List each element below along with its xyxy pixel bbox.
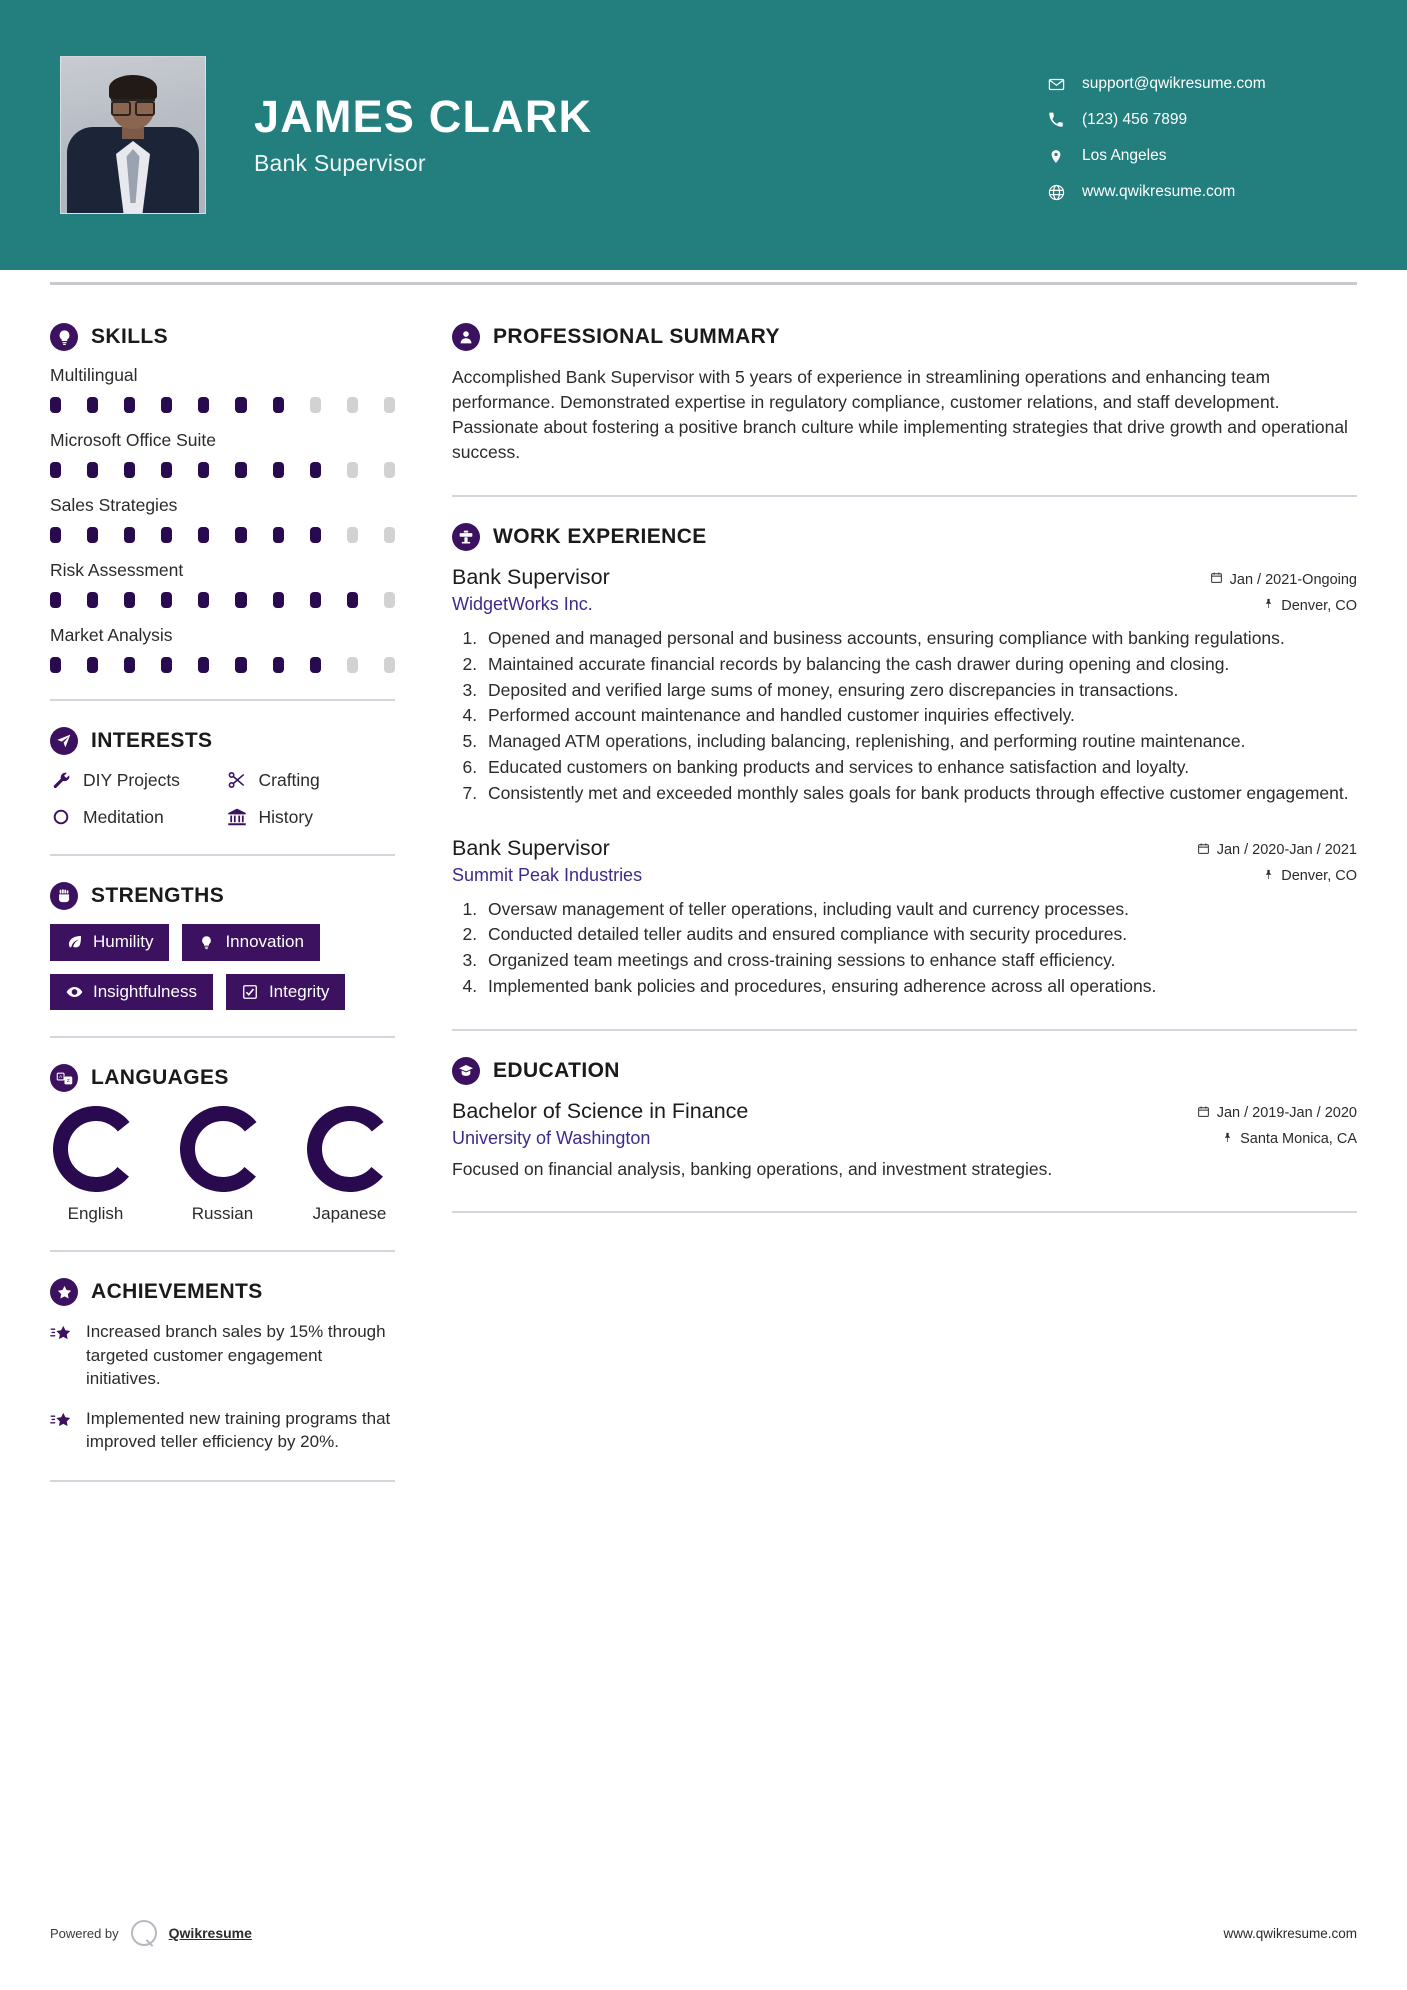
skill-level-meter (50, 397, 395, 413)
achievement-item (50, 1407, 395, 1454)
name-block (254, 93, 592, 176)
wrench-icon (50, 769, 72, 791)
job-bullet: 1. Opened and managed personal and business accounts, ensuring compliance with banking regulations. (482, 627, 1357, 651)
job-entry (452, 836, 1357, 999)
skill-dot-filled (273, 592, 284, 608)
language-label: Russian (191, 1204, 254, 1224)
job-location-text: Denver, CO (1281, 597, 1357, 614)
achievements-title: ACHIEVEMENTS (91, 1280, 263, 1304)
person-icon (452, 323, 480, 351)
interest-label: Meditation (83, 806, 164, 827)
envelope-icon (1047, 75, 1065, 93)
skill-dot-filled (50, 397, 61, 413)
circle-icon (50, 806, 72, 828)
skill-label: Multilingual (50, 365, 138, 385)
strengths-title: STRENGTHS (91, 884, 225, 907)
skill-dot-filled (87, 397, 98, 413)
museum-icon (226, 806, 248, 828)
sidebar-divider-4 (50, 1250, 395, 1252)
languages-list (50, 1106, 395, 1224)
skill-label: Sales Strategies (50, 495, 178, 515)
powered-by-label: Powered by (50, 1925, 119, 1941)
education-title: EDUCATION (493, 1058, 620, 1082)
job-company: Summit Peak Industries (452, 864, 643, 885)
location-pin-icon (1047, 147, 1065, 165)
interest-label: Crafting (258, 769, 320, 790)
fist-icon (50, 882, 78, 910)
language-item (50, 1106, 141, 1224)
education-list (452, 1099, 1357, 1182)
education-degree-row (452, 1099, 1357, 1124)
section-education (452, 1057, 1357, 1182)
candidate-name: JAMES CLARK (254, 91, 593, 143)
job-bullet: 4. Implemented bank policies and procedures, ensuring adherence across all operations. (482, 975, 1357, 999)
contact-website[interactable] (1047, 183, 1347, 201)
shooting-star-icon (50, 1410, 74, 1434)
interest-label: DIY Projects (83, 769, 180, 790)
svg-text:A: A (58, 1075, 62, 1081)
footer-url: www.qwikresume.com (1223, 1925, 1357, 1941)
interest-item (50, 806, 220, 828)
skill-dot-filled (235, 657, 246, 673)
skill-dot-filled (50, 462, 61, 478)
job-dates-text: Jan / 2020-Jan / 2021 (1216, 842, 1357, 859)
location-pin-icon (1222, 1131, 1233, 1148)
scissors-icon (226, 769, 248, 791)
svg-text:Z: Z (66, 1079, 70, 1085)
check-square-icon (242, 984, 259, 1001)
star-badge-icon (50, 1278, 78, 1306)
skill-dot-empty (310, 397, 321, 413)
main-column (405, 285, 1357, 1508)
briefcase-icon (452, 523, 480, 551)
contact-phone[interactable] (1047, 111, 1347, 129)
phone-icon (1047, 111, 1065, 129)
skill-dot-filled (87, 462, 98, 478)
profile-photo (60, 56, 206, 214)
job-title-row (452, 565, 1357, 590)
job-bullet: 3. Deposited and verified large sums of money, ensuring zero discrepancies in transactions. (482, 679, 1357, 703)
skill-dot-empty (384, 397, 395, 413)
education-school-row (452, 1128, 1357, 1149)
languages-title: LANGUAGES (91, 1066, 229, 1090)
experience-title: WORK EXPERIENCE (493, 525, 707, 549)
skill-dot-filled (161, 462, 172, 478)
skill-dot-filled (161, 657, 172, 673)
interest-item (226, 806, 396, 828)
section-achievements (50, 1278, 395, 1453)
education-dates-text: Jan / 2019-Jan / 2020 (1216, 1105, 1357, 1122)
contact-location (1047, 147, 1347, 165)
job-bullet: 4. Performed account maintenance and handled customer inquiries effectively. (482, 704, 1357, 728)
skill-dot-filled (50, 657, 61, 673)
achievements-heading (50, 1278, 395, 1306)
skill-dot-empty (384, 592, 395, 608)
achievement-text: Increased branch sales by 15% through targeted customer engagement initiatives. (86, 1322, 386, 1389)
strengths-heading (50, 882, 395, 910)
skills-title: SKILLS (91, 325, 169, 348)
interest-item (50, 769, 220, 791)
language-progress-ring (53, 1106, 139, 1192)
education-heading (452, 1057, 1357, 1085)
strength-label: Integrity (268, 981, 330, 1001)
job-dates-text: Jan / 2021-Ongoing (1229, 571, 1357, 588)
job-title: Bank Supervisor (452, 565, 610, 590)
job-title: Bank Supervisor (452, 835, 610, 860)
skill-label: Microsoft Office Suite (50, 430, 216, 450)
strength-chip (226, 974, 345, 1011)
interests-heading (50, 727, 395, 755)
location-pin-icon (1263, 597, 1274, 614)
eye-icon (66, 984, 83, 1001)
skill-dot-empty (384, 527, 395, 543)
section-skills (50, 323, 395, 673)
job-company: WidgetWorks Inc. (452, 594, 593, 615)
skill-item (50, 365, 395, 413)
location-pin-icon (1263, 868, 1274, 885)
lightbulb-icon (198, 934, 215, 951)
globe-icon (1047, 183, 1065, 201)
graduation-icon (452, 1057, 480, 1085)
achievement-text: Implemented new training programs that improved teller efficiency by 20%. (86, 1408, 391, 1452)
contact-list (1047, 69, 1347, 201)
skill-dot-empty (384, 657, 395, 673)
skill-dot-filled (273, 657, 284, 673)
skill-label: Risk Assessment (50, 560, 184, 580)
skill-item (50, 430, 395, 478)
skill-level-meter (50, 657, 395, 673)
candidate-role: Bank Supervisor (254, 149, 426, 176)
skill-dot-filled (124, 462, 135, 478)
strength-chip (50, 924, 169, 961)
language-label: Japanese (312, 1204, 387, 1224)
education-location (1222, 1131, 1357, 1148)
job-bullet: 1. Oversaw management of teller operations, including vault and currency processes. (482, 898, 1357, 922)
job-bullets (452, 627, 1357, 806)
jobs-list (452, 565, 1357, 999)
skill-item (50, 560, 395, 608)
main-divider-1 (452, 495, 1357, 497)
sidebar-divider-1 (50, 699, 395, 701)
skill-dot-empty (384, 462, 395, 478)
job-location (1263, 597, 1357, 614)
job-dates (1210, 571, 1357, 588)
leaf-icon (66, 934, 83, 951)
skill-dot-filled (310, 527, 321, 543)
main-divider-2 (452, 1029, 1357, 1031)
calendar-icon (1197, 1105, 1210, 1122)
skill-dot-filled (161, 397, 172, 413)
job-title-row (452, 836, 1357, 861)
sidebar-divider-3 (50, 1036, 395, 1038)
page-footer (50, 1920, 1357, 1946)
calendar-icon (1197, 842, 1210, 859)
education-location-text: Santa Monica, CA (1240, 1131, 1357, 1148)
sidebar-column (50, 285, 405, 1508)
skill-dot-filled (50, 527, 61, 543)
skill-dot-filled (198, 527, 209, 543)
interest-label: History (258, 806, 313, 827)
paper-plane-icon (50, 727, 78, 755)
education-school: University of Washington (452, 1127, 651, 1148)
skill-dot-filled (198, 462, 209, 478)
skill-level-meter (50, 527, 395, 543)
job-location (1263, 868, 1357, 885)
summary-heading (452, 323, 1357, 351)
job-bullet: 2. Conducted detailed teller audits and ensured compliance with security procedures. (482, 923, 1357, 947)
contact-website-text: www.qwikresume.com (1082, 183, 1236, 200)
interests-grid (50, 769, 395, 828)
skill-dot-filled (124, 397, 135, 413)
job-bullet: 6. Educated customers on banking products and services to enhance satisfaction and loyalty. (482, 756, 1357, 780)
strength-label: Insightfulness (93, 981, 197, 1001)
translate-icon (50, 1064, 78, 1092)
skill-dot-filled (50, 592, 61, 608)
job-dates (1197, 842, 1357, 859)
skills-heading (50, 323, 395, 351)
skill-dot-filled (310, 592, 321, 608)
language-progress-ring (180, 1106, 266, 1192)
skill-dot-filled (273, 527, 284, 543)
skill-dot-empty (347, 397, 358, 413)
skill-dot-filled (161, 527, 172, 543)
skill-dot-filled (198, 397, 209, 413)
section-work-experience (452, 523, 1357, 999)
skill-dot-filled (87, 657, 98, 673)
skills-list (50, 365, 395, 673)
strength-label: Innovation (225, 932, 304, 951)
skill-dot-filled (198, 592, 209, 608)
skill-dot-filled (198, 657, 209, 673)
calendar-icon (1210, 571, 1223, 588)
job-bullet: 5. Managed ATM operations, including balancing, replenishing, and performing routine maintenance. (482, 730, 1357, 754)
language-item (304, 1106, 395, 1224)
skill-dot-filled (235, 397, 246, 413)
section-interests (50, 727, 395, 828)
skill-dot-filled (310, 462, 321, 478)
education-dates (1197, 1105, 1357, 1122)
skill-item (50, 495, 395, 543)
achievements-list (50, 1320, 395, 1453)
sidebar-divider-2 (50, 854, 395, 856)
skill-dot-filled (124, 592, 135, 608)
strengths-chips (50, 924, 395, 1010)
language-label: English (67, 1204, 124, 1224)
skill-dot-empty (347, 657, 358, 673)
skill-level-meter (50, 462, 395, 478)
skill-dot-filled (235, 462, 246, 478)
job-bullet: 2. Maintained accurate financial records by balancing the cash drawer during opening and closing. (482, 653, 1357, 677)
skill-dot-filled (161, 592, 172, 608)
contact-location-text: Los Angeles (1082, 147, 1167, 164)
contact-email-text: support@qwikresume.com (1082, 75, 1266, 92)
strength-chip (50, 974, 213, 1011)
language-progress-ring (307, 1106, 393, 1192)
skill-dot-empty (347, 462, 358, 478)
skill-dot-filled (347, 592, 358, 608)
skill-dot-filled (273, 397, 284, 413)
education-degree: Bachelor of Science in Finance (452, 1098, 749, 1123)
powered-by (50, 1920, 252, 1946)
resume-body (0, 285, 1407, 1508)
skill-label: Market Analysis (50, 625, 173, 645)
skill-dot-filled (310, 657, 321, 673)
job-location-text: Denver, CO (1281, 868, 1357, 885)
shooting-star-icon (50, 1323, 74, 1347)
skill-dot-filled (235, 527, 246, 543)
education-description: Focused on financial analysis, banking operations, and investment strategies. (452, 1158, 1053, 1179)
achievement-item (50, 1320, 395, 1390)
contact-phone-text: (123) 456 7899 (1082, 111, 1188, 128)
summary-title: PROFESSIONAL SUMMARY (493, 325, 780, 348)
main-divider-3 (452, 1211, 1357, 1213)
skill-dot-filled (235, 592, 246, 608)
qwikresume-brand-link[interactable]: Qwikresume (168, 1925, 252, 1941)
job-entry (452, 565, 1357, 806)
job-bullets (452, 898, 1357, 999)
skill-dot-filled (87, 527, 98, 543)
skill-level-meter (50, 592, 395, 608)
sidebar-divider-5 (50, 1480, 395, 1482)
contact-email[interactable] (1047, 75, 1347, 93)
summary-text: Accomplished Bank Supervisor with 5 years of experience in streamlining operations and enhancing team performance. Demonstrated expertise in regulatory compliance, customer relations, and staff development. Passionate about fostering a positive branch culture while implementing strategies that drive growth and operational success. (452, 367, 1348, 463)
interest-item (226, 769, 396, 791)
language-item (177, 1106, 268, 1224)
job-bullet: 3. Organized team meetings and cross-training sessions to enhance staff efficiency. (482, 949, 1357, 973)
job-company-row (452, 865, 1357, 886)
section-strengths (50, 882, 395, 1010)
skill-dot-empty (347, 527, 358, 543)
job-company-row (452, 594, 1357, 615)
skill-item (50, 625, 395, 673)
lightbulb-icon (50, 323, 78, 351)
languages-heading (50, 1064, 395, 1092)
skill-dot-filled (124, 527, 135, 543)
qwikresume-logo-icon (131, 1920, 157, 1946)
interests-title: INTERESTS (91, 729, 213, 752)
section-professional-summary (452, 323, 1357, 465)
skill-dot-filled (273, 462, 284, 478)
education-entry (452, 1099, 1357, 1182)
strength-chip (182, 924, 319, 961)
experience-heading (452, 523, 1357, 551)
job-bullet: 7. Consistently met and exceeded monthly sales goals for bank products through effective customer engagement. (482, 782, 1357, 806)
skill-dot-filled (124, 657, 135, 673)
skill-dot-filled (87, 592, 98, 608)
resume-header (0, 0, 1407, 270)
strength-label: Humility (93, 932, 154, 951)
section-languages (50, 1064, 395, 1224)
